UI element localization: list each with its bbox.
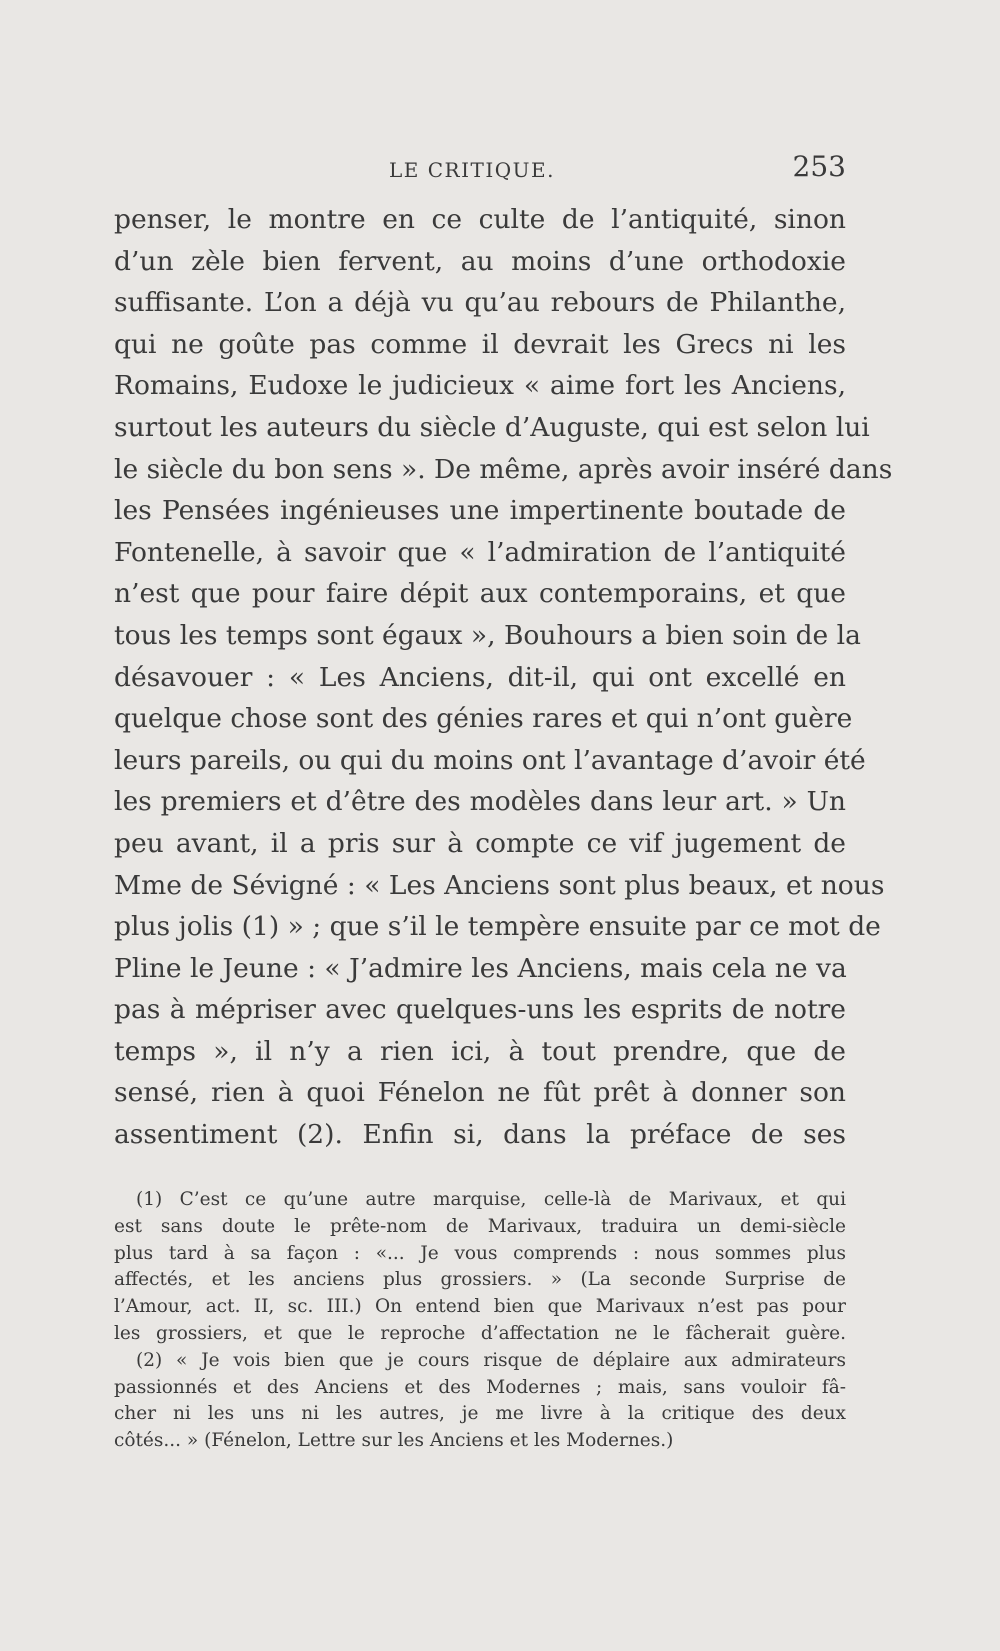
footnotes xyxy=(114,1187,846,1455)
body-line: sensé, rien à quoi Fénelon ne fût prêt à donner son xyxy=(114,1077,846,1109)
body-line: peu avant, il a pris sur à compte ce vif jugement de xyxy=(114,827,846,859)
body-line: qui ne goûte pas comme il devrait les Grecs ni les xyxy=(114,328,846,360)
body-line: plus jolis (1) » ; que s’il le tempère ensuite par ce mot de xyxy=(114,911,881,943)
body-line: temps », il n’y a rien ici, à tout prendre, que de xyxy=(114,1035,846,1067)
footnote-line: plus tard à sa façon : «... Je vous comprends : nous sommes plus xyxy=(114,1242,846,1264)
footnote-line: côtés... » (Fénelon, Lettre sur les Anciens et les Modernes.) xyxy=(114,1430,674,1452)
footnote-line: affectés, et les anciens plus grossiers. » (La seconde Surprise de xyxy=(114,1269,846,1291)
footnote-line: est sans doute le prête-nom de Marivaux, traduira un demi-siècle xyxy=(114,1215,846,1237)
body-line: assentiment (2). Enfin si, dans la préface de ses xyxy=(114,1119,846,1151)
running-header xyxy=(114,150,846,190)
body-line: tous les temps sont égaux », Bouhours a bien soin de la xyxy=(114,619,861,651)
body-line: pas à mépriser avec quelques-uns les esprits de notre xyxy=(114,994,846,1026)
page-number: 253 xyxy=(792,150,846,183)
footnote-line: cher ni les uns ni les autres, je me livre à la critique des deux xyxy=(114,1403,846,1425)
body-line: quelque chose sont des génies rares et qui n’ont guère xyxy=(114,703,853,735)
footnote-line: l’Amour, act. II, sc. III.) On entend bien que Marivaux n’est pas pour xyxy=(114,1296,846,1318)
body-line: le siècle du bon sens ». De même, après avoir inséré dans xyxy=(114,453,893,485)
body-line: n’est que pour faire dépit aux contemporains, et que xyxy=(114,578,846,610)
body-line: les Pensées ingénieuses une impertinente boutade de xyxy=(114,495,846,527)
body-line: Romains, Eudoxe le judicieux « aime fort les Anciens, xyxy=(114,370,846,402)
footnote-line: les grossiers, et que le reproche d’affectation ne le fâcherait guère. xyxy=(114,1322,846,1344)
body-line: suffisante. L’on a déjà vu qu’au rebours de Philanthe, xyxy=(114,287,846,319)
body-line: Mme de Sévigné : « Les Anciens sont plus beaux, et nous xyxy=(114,869,885,901)
body-line: d’un zèle bien fervent, au moins d’une orthodoxie xyxy=(114,245,846,277)
body-line: désavouer : « Les Anciens, dit-il, qui ont excellé en xyxy=(114,661,846,693)
footnote-line: (1) C’est ce qu’une autre marquise, celle-là de Marivaux, et qui xyxy=(136,1189,846,1210)
running-title: LE CRITIQUE. xyxy=(389,158,555,182)
body-line: penser, le montre en ce culte de l’antiquité, sinon xyxy=(114,204,846,235)
body-line: Fontenelle, à savoir que « l’admiration de l’antiquité xyxy=(114,536,846,568)
body-line: surtout les auteurs du siècle d’Auguste, qui est selon lui xyxy=(114,411,870,443)
body-text xyxy=(114,199,893,1156)
body-line: leurs pareils, ou qui du moins ont l’avantage d’avoir été xyxy=(114,744,866,776)
body-line: les premiers et d’être des modèles dans leur art. » Un xyxy=(114,786,846,818)
body-line: Pline le Jeune : « J’admire les Anciens, mais cela ne va xyxy=(114,952,847,984)
footnote-line: passionnés et des Anciens et des Modernes ; mais, sans vouloir fâ- xyxy=(114,1376,846,1398)
footnote-line: (2) « Je vois bien que je cours risque de déplaire aux admirateurs xyxy=(136,1349,846,1371)
